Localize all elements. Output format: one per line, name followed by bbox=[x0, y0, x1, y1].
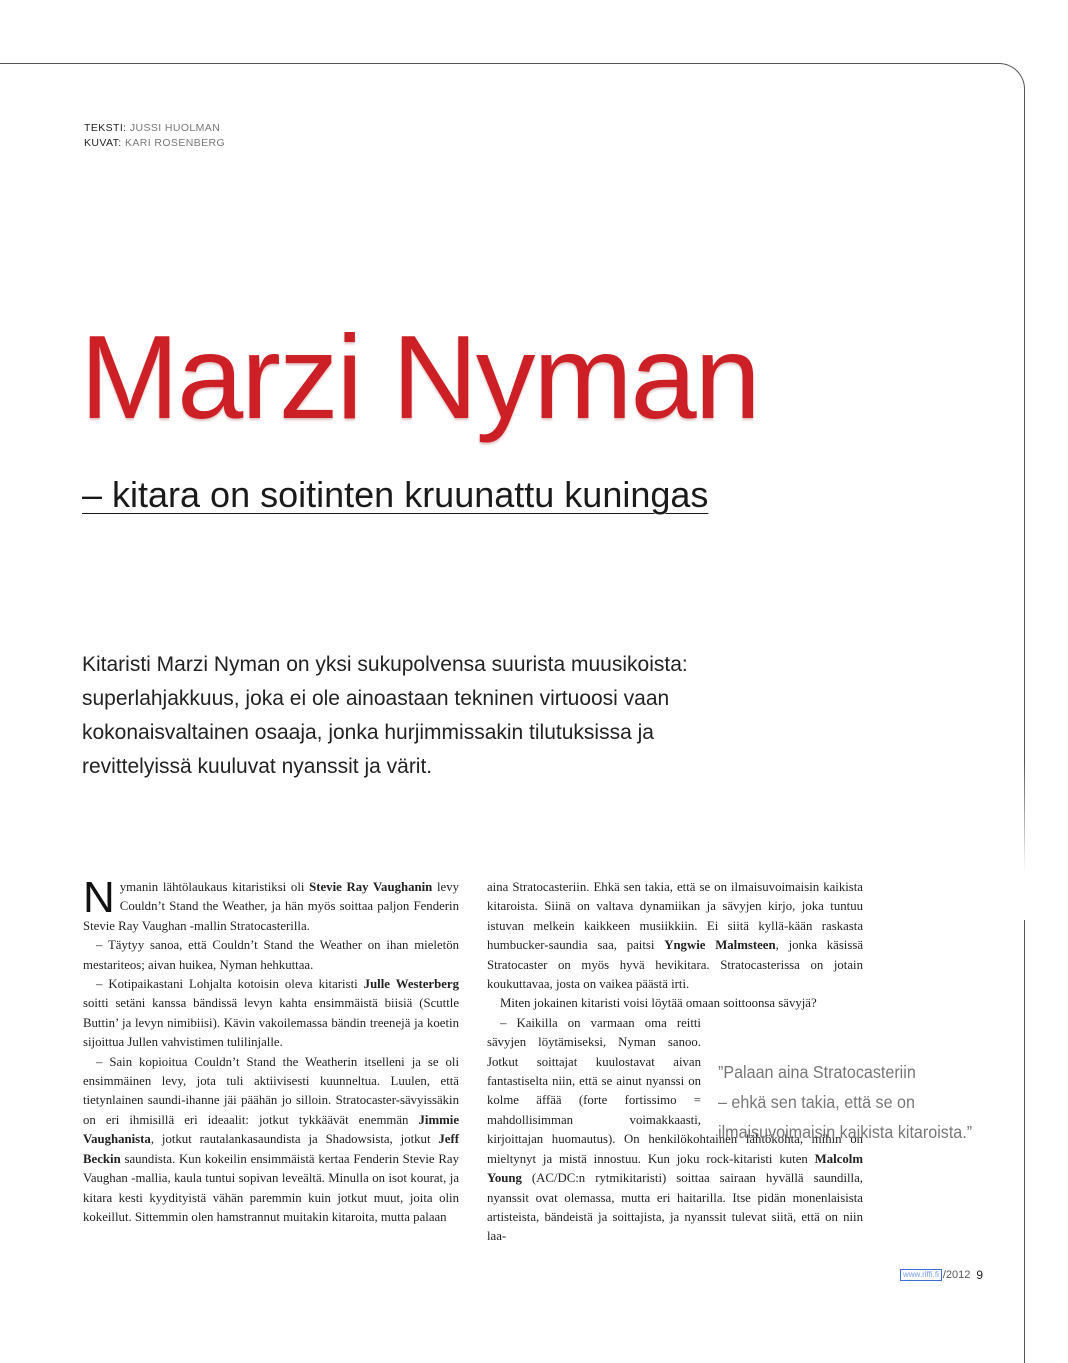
name-highlight: Stevie Ray Vaughanin bbox=[309, 880, 433, 894]
interview-question: Miten jokainen kitaristi voisi löytää omaan soittoonsa sävyjä? bbox=[500, 996, 817, 1011]
page-footer bbox=[900, 1268, 983, 1282]
issue-year: /2012 bbox=[942, 1269, 971, 1281]
credit-text-line bbox=[84, 121, 225, 136]
credits bbox=[84, 121, 225, 151]
magazine-url-link[interactable]: www.riffi.fi bbox=[900, 1269, 942, 1281]
drop-cap: N bbox=[83, 873, 115, 922]
body-paragraph: – Kotipaikastani Lohjalta kotoisin oleva kitaristi Julle Westerberg soitti setäni kanssa bändissä levyn kahta ensimmäistä biisiä (Scuttle Buttin’ ja levyn nimibiisi). Kävin vakoilemassa bändin treenejä ja koetin sijoittua Jullen vahvistimen tulilinjalle. bbox=[83, 977, 459, 1050]
credit-photo-label: KUVAT: bbox=[84, 137, 122, 149]
name-highlight: Julle Westerberg bbox=[363, 977, 459, 992]
body-paragraph: – Kaikilla on varmaan oma reitti sävyjen löytämiseksi, Nyman sanoo. Jotkut soittajat kuulostavat aivan fantastiselta niin, että se ainut nyanssi on kolme äffää (forte fortissimo = mahdollisimman voimakkaasti, kirjoittajan huomautus). On henkilökohtainen lähtökohta, mihin on mieltynyt ja mistä innostuu. Kun joku rock-kitaristi kuten Malcolm Young (AC/DC:n rytmikitaristi) soittaa sairaan hyvällä saundilla, nyanssit ovat olemassa, mutta eri haitarilla. Itse pidän monenlaisista artisteista, bändeistä ja soittajista, ja nyanssit tulevat siitä, että on niin laa- bbox=[487, 1015, 863, 1244]
name-highlight: Yngwie Malmsteen bbox=[664, 938, 776, 953]
body-paragraph: aina Stratocasteriin. Ehkä sen takia, että se on ilmaisuvoimaisin kaikista kitaroista. Siinä on valtava dynamiikan ja sävyjen kirjo, joka tuntuu istuvan melkein kaikkeen musiikkiin. Ei siitä kyllä-kään raskasta humbucker-saundia saa, paitsi Yngwie Malmsteen, jonka käsissä Stratocaster on myös hyvä hevikitara. Stratocasterissa on jotain koukuttavaa, josta on vaikea päästä irti. bbox=[487, 880, 864, 992]
credit-text-label: TEKSTI: bbox=[84, 122, 127, 134]
credit-photo-name: KARI ROSENBERG bbox=[124, 137, 226, 149]
pull-quote-line: – ehkä sen takia, että se on bbox=[718, 1092, 915, 1112]
body-paragraph: Nymanin lähtölaukaus kitaristiksi oli Stevie Ray Vaughanin levy Couldn’t Stand the Weather, ja hän myös soittaa paljon Fenderin Stevie Ray Vaughan -mallin Stratocasterilla. bbox=[83, 873, 459, 933]
lead-paragraph: Kitaristi Marzi Nyman on yksi sukupolvensa suurista muusikoista: superlahjakkuus, joka ei ole ainoastaan tekninen virtuoosi vaan kokonaisvaltainen osaaja, jonka hurjimmissakin tilutuksissa ja revittelyissä kuuluvat nyanssit ja värit. bbox=[82, 653, 688, 778]
name-highlight: Jimmie Vaughanista bbox=[83, 1112, 459, 1147]
frame-fade bbox=[1010, 760, 1040, 920]
article-subtitle: – kitara on soitinten kruunattu kuningas bbox=[82, 474, 709, 515]
body-paragraph: – Täytyy sanoa, että Couldn’t Stand the Weather on ihan mieletön mestariteos; aivan huikea, Nyman hehkuttaa. bbox=[83, 938, 459, 972]
body-paragraph: – Sain kopioitua Couldn’t Stand the Weatherin itselleni ja se oli ensimmäinen levy, jota tuli aktiivisesti kuunneltua. Luulen, että tietynlainen saundi-ihanne jäi päähän jo silloin. Stratocaster-sävyissäkin on eri ihmisillä eri ideaalit: jotkut tykkäävät enemmän Jimmie Vaughanista, jotkut rautalankasaundista ja Shadowsista, jotkut Jeff Beckin saundista. Kun kokeilin ensimmäistä kertaa Fenderin Stevie Ray Vaughan -mallia, kaula tuntui sopivan leveältä. Minulla on isot kourat, ja kitara kesti kyydityistä vähän paremmin kuin jotkut muut, joita olin kokeillut. Sittemmin olen hamstrannut muitakin kitaroita, mutta palaan bbox=[83, 1054, 459, 1224]
credit-photo-line bbox=[84, 136, 225, 151]
name-highlight: Malcolm Young bbox=[487, 1151, 863, 1186]
credit-text-name: JUSSI HUOLMAN bbox=[129, 122, 221, 134]
pull-quote bbox=[718, 1057, 972, 1147]
pull-quote-line: ilmaisuvoimaisin kaikista kitaroista.” bbox=[718, 1122, 973, 1142]
body-column-1 bbox=[83, 873, 459, 1227]
pull-quote-line: ”Palaan aina Stratocasteriin bbox=[718, 1062, 916, 1082]
page-number: 9 bbox=[976, 1268, 984, 1282]
name-highlight: Jeff Beckin bbox=[83, 1132, 459, 1166]
article-title: Marzi Nyman bbox=[80, 311, 759, 444]
